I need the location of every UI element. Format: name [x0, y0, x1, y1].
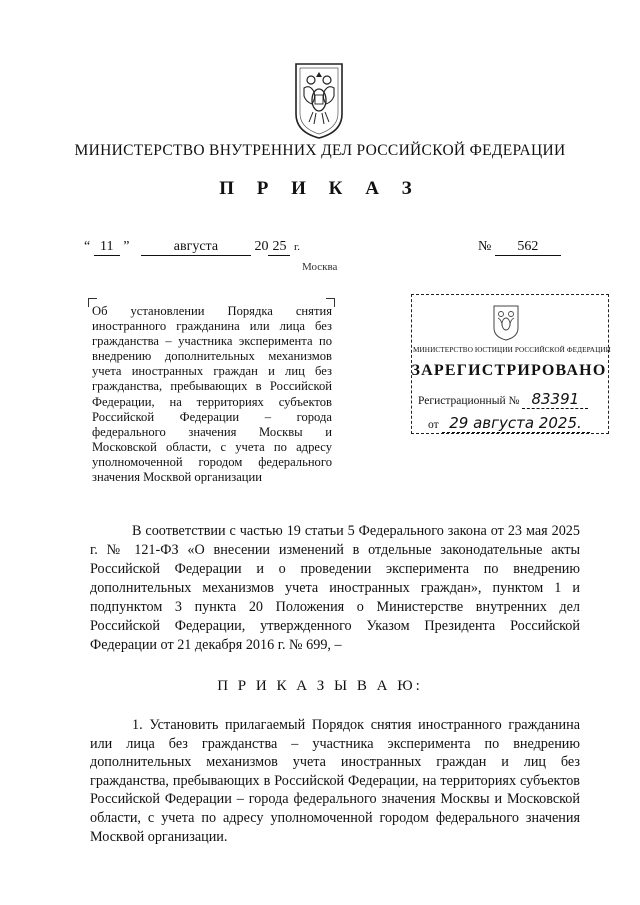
order-number-value: 562: [495, 239, 561, 256]
open-quote: “: [84, 239, 91, 254]
year-suffix: г.: [293, 241, 300, 253]
stamp-date-value: 29 августа 2025.: [442, 414, 590, 433]
order-day: 11: [94, 239, 120, 256]
order-date: [84, 239, 300, 256]
stamp-organization: МИНИСТЕРСТВО ЮСТИЦИИ РОССИЙСКОЙ ФЕДЕРАЦИИ: [413, 346, 611, 354]
preamble-paragraph: В соответствии с частью 19 статьи 5 Федерального закона от 23 мая 2025 г. № 121-ФЗ «О внесении изменений в отдельные законодательные акты Российской Федерации и о проведении эксперимента по внедрению дополнительных механизмов учета иностранных граждан», пунктом 1 и подпунктом 3 пункта 20 Положения о Министерстве внутренних дел Российской Федерации, утвержденного Указом Президента Российской Федерации от 21 декабря 2016 г. № 699, –: [90, 523, 580, 653]
stamp-registration-date: [428, 414, 590, 433]
document-type: П Р И К А З: [219, 178, 421, 199]
stamp-reg-number: 83391: [522, 390, 588, 409]
coat-of-arms-icon: [290, 58, 348, 142]
order-year: 25: [268, 239, 290, 256]
city: Москва: [302, 261, 338, 273]
order-month: августа: [141, 239, 251, 256]
order-number: [478, 239, 561, 256]
close-quote: ”: [123, 239, 130, 254]
ministry-title: МИНИСТЕРСТВО ВНУТРЕННИХ ДЕЛ РОССИЙСКОЙ ФЕДЕРАЦИИ: [74, 142, 566, 159]
order-century: 20: [254, 239, 269, 254]
number-sign: №: [478, 239, 492, 254]
small-coat-of-arms-icon: [490, 302, 522, 342]
stamp-date-label: от: [428, 419, 439, 431]
stamp-reg-label: Регистрационный №: [418, 395, 520, 407]
order-subject: Об установлении Порядка снятия иностранного гражданина или лица без гражданства – участника эксперимента по внедрению дополнительных механизмов учета иностранных граждан и лиц без гражданства, пребывающих в Российской Федерации, на территориях субъектов Российской Федерации – города федерального значения Москвы и Московской области, с учета по адресу уполномоченной городом федерального значения Москвой организации: [92, 304, 332, 485]
stamp-registration-number: [418, 390, 588, 409]
order-word: П Р И К А З Ы В А Ю:: [217, 678, 423, 694]
stamp-registered: ЗАРЕГИСТРИРОВАНО: [411, 362, 607, 379]
order-item-1: 1. Установить прилагаемый Порядок снятия иностранного гражданина или лица без гражданства – участника эксперимента по внедрению дополнительных механизмов учета иностранных граждан и лиц без гражданства, пребывающих в Российской Федерации, на территориях субъектов Российской Федерации – города федерального значения Москвы и Московской области, с учета по адресу уполномоченной городом федерального значения Москвой организации.: [90, 717, 580, 845]
